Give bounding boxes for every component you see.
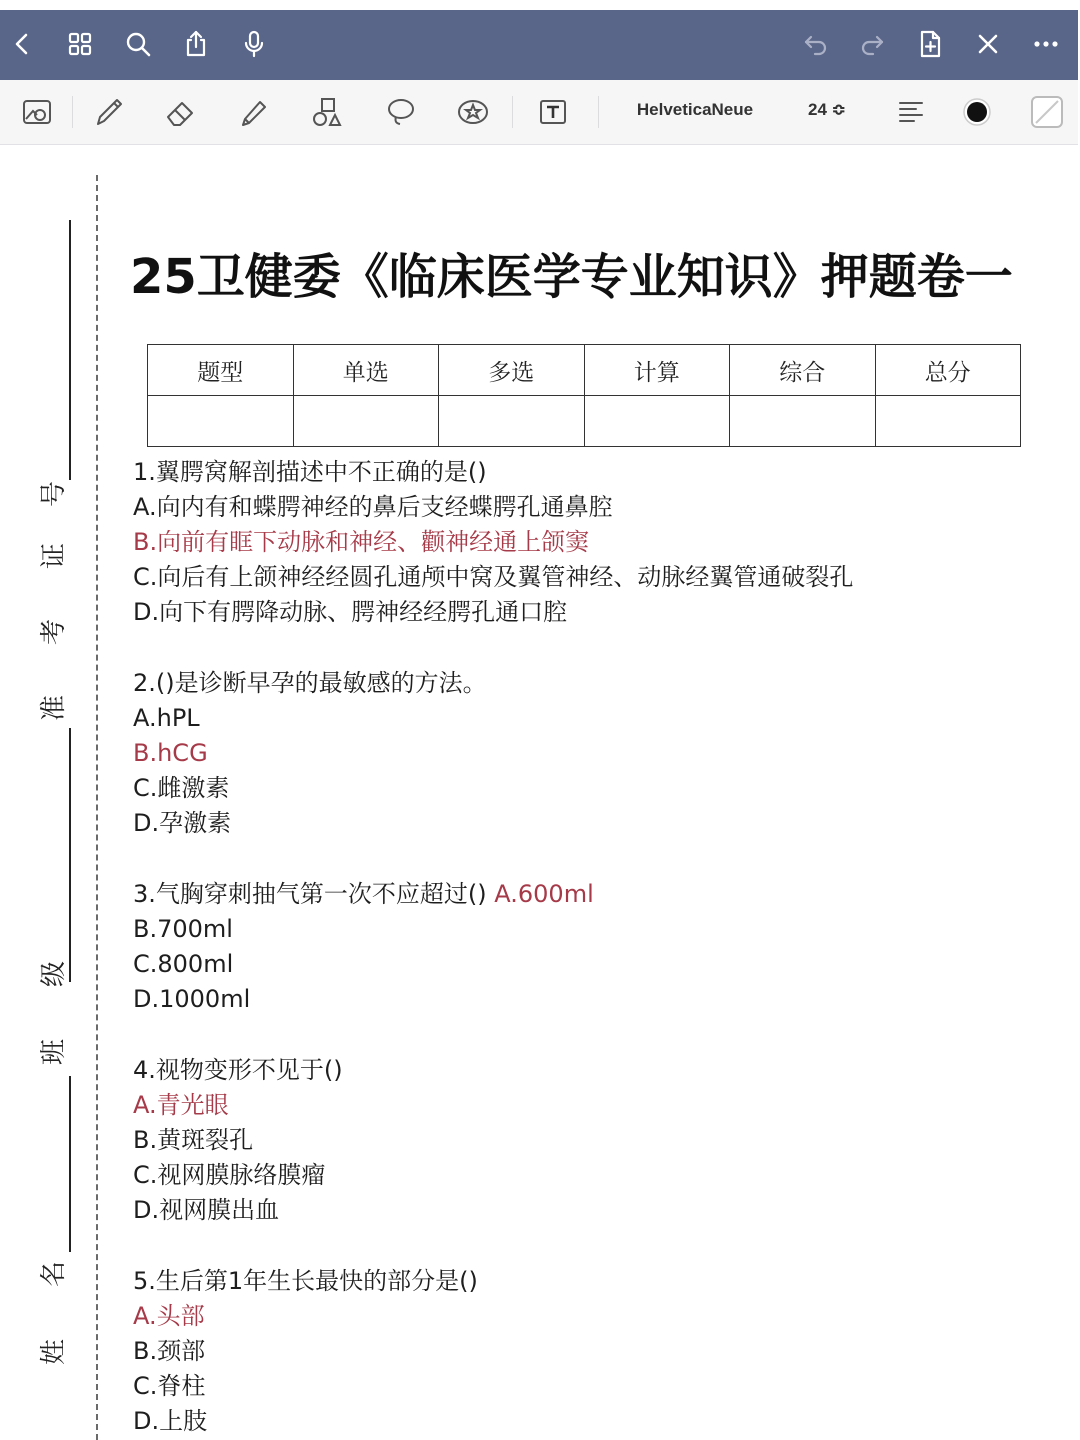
label-hao: 号 [39, 481, 69, 508]
pen-icon[interactable] [86, 90, 132, 134]
font-name-selector[interactable]: HelveticaNeue [636, 100, 754, 119]
question-5-option-d: D.上肢 [133, 1407, 208, 1435]
question-5-option-a-answer: A.头部 [133, 1302, 205, 1330]
question-3-option-c: C.800ml [133, 950, 234, 978]
question-2-option-b-answer: B.hCG [133, 739, 208, 767]
question-5-option-b: B.颈部 [133, 1337, 206, 1365]
score-header-cell: 单选 [293, 345, 439, 396]
score-header-cell: 多选 [439, 345, 585, 396]
question-1-option-d: D.向下有腭降动脉、腭神经经腭孔通口腔 [133, 598, 568, 626]
question-5-stem: 5.生后第1年生长最快的部分是() [133, 1267, 478, 1295]
question-3-stem-line [133, 879, 594, 909]
score-value-cell[interactable] [730, 396, 876, 447]
question-4-option-b: B.黄斑裂孔 [133, 1126, 254, 1154]
lasso-icon[interactable] [378, 90, 424, 134]
fill-color-icon[interactable] [1024, 90, 1070, 134]
binding-dashed-line [96, 175, 98, 1440]
score-value-cell[interactable] [293, 396, 439, 447]
more-icon[interactable] [1026, 24, 1066, 64]
shapes-icon[interactable] [304, 90, 350, 134]
label-ming: 名 [39, 1261, 69, 1288]
score-value-cell[interactable] [584, 396, 730, 447]
score-value-cell[interactable] [875, 396, 1021, 447]
label-xing: 姓 [39, 1339, 69, 1366]
highlighter-icon[interactable] [230, 90, 276, 134]
eraser-icon[interactable] [158, 90, 204, 134]
question-1-option-c: C.向后有上颌神经经圆孔通颅中窝及翼管神经、动脉经翼管通破裂孔 [133, 563, 854, 591]
undo-icon[interactable] [796, 24, 836, 64]
name-line [69, 1076, 71, 1252]
exam-title: 25卫健委《临床医学专业知识》押题卷一 [130, 249, 1013, 305]
score-header-cell: 总分 [875, 345, 1021, 396]
separator [72, 96, 73, 128]
question-4-stem: 4.视物变形不见于() [133, 1056, 343, 1084]
color-picker-icon[interactable] [954, 90, 1000, 134]
question-4-option-a-answer: A.青光眼 [133, 1091, 229, 1119]
align-icon[interactable] [888, 90, 934, 134]
question-3-option-b: B.700ml [133, 915, 233, 943]
question-4-option-c: C.视网膜脉络膜瘤 [133, 1161, 326, 1189]
font-size-selector[interactable]: 24 ≎ [808, 100, 846, 119]
question-1-option-a: A.向内有和蝶腭神经的鼻后支经蝶腭孔通鼻腔 [133, 493, 613, 521]
score-header-cell: 计算 [584, 345, 730, 396]
back-icon[interactable] [2, 24, 42, 64]
share-icon[interactable] [176, 24, 216, 64]
question-5-option-c: C.脊柱 [133, 1372, 206, 1400]
search-icon[interactable] [118, 24, 158, 64]
exam-number-line [69, 220, 71, 480]
label-ban: 班 [39, 1039, 69, 1066]
question-2-option-a: A.hPL [133, 704, 200, 732]
question-3-option-d: D.1000ml [133, 985, 251, 1013]
tools-bar [0, 80, 1078, 145]
question-3-stem: 3.气胸穿刺抽气第一次不应超过() [133, 880, 487, 908]
grid-icon[interactable] [60, 24, 100, 64]
label-ji: 级 [39, 961, 69, 988]
score-header-cell: 题型 [148, 345, 294, 396]
separator [512, 96, 513, 128]
top-nav-bar [0, 10, 1078, 80]
score-value-cell[interactable] [439, 396, 585, 447]
lasso-image-icon[interactable] [14, 90, 60, 134]
add-page-icon[interactable] [910, 24, 950, 64]
score-table-header-row [148, 345, 1021, 396]
text-box-icon[interactable] [530, 90, 576, 134]
sticker-icon[interactable] [450, 90, 496, 134]
score-header-cell: 综合 [730, 345, 876, 396]
question-2-stem: 2.()是诊断早孕的最敏感的方法。 [133, 669, 487, 697]
question-3-option-a-answer: A.600ml [494, 880, 594, 908]
question-1-option-b-answer: B.向前有眶下动脉和神经、颧神经通上颌窦 [133, 528, 590, 556]
microphone-icon[interactable] [234, 24, 274, 64]
label-kao: 考 [39, 619, 69, 646]
label-zheng: 证 [39, 543, 69, 570]
label-zhun: 准 [39, 695, 69, 722]
question-2-option-d: D.孕激素 [133, 809, 232, 837]
question-4-option-d: D.视网膜出血 [133, 1196, 280, 1224]
question-1-stem: 1.翼腭窝解剖描述中不正确的是() [133, 458, 487, 486]
close-icon[interactable] [968, 24, 1008, 64]
class-line [69, 728, 71, 982]
score-table-value-row [148, 396, 1021, 447]
score-value-cell[interactable] [148, 396, 294, 447]
question-2-option-c: C.雌激素 [133, 774, 230, 802]
score-table [147, 344, 1021, 447]
separator [598, 96, 599, 128]
redo-icon[interactable] [852, 24, 892, 64]
